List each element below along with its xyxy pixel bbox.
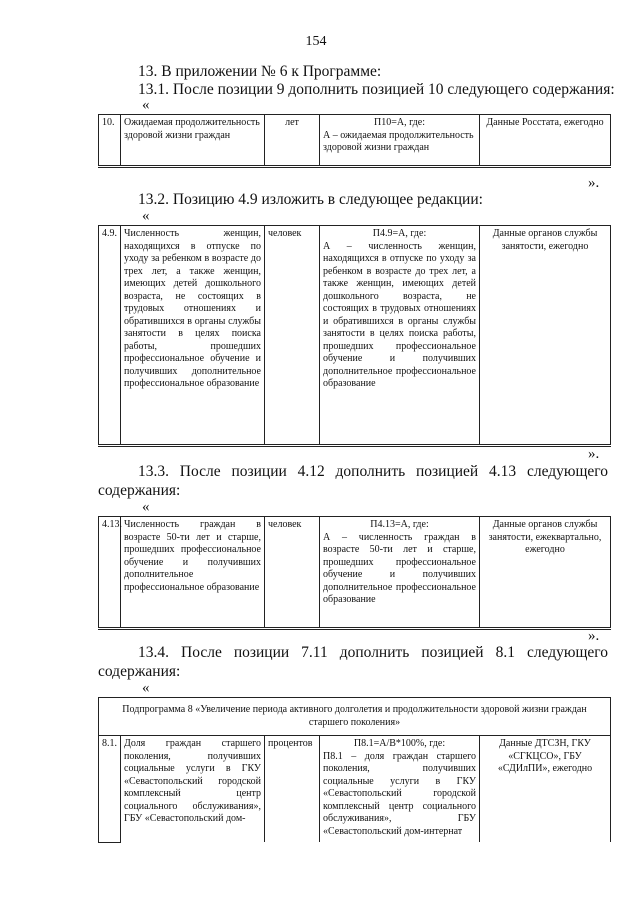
indicator-formula: П10=А, где: — [374, 117, 425, 128]
indicator-unit: процентов — [265, 736, 320, 843]
subprogram-title: Подпрограмма 8 «Увеличение периода активного долголетия и продолжительности здоровой жизни граждан старшего поколения» — [99, 698, 611, 736]
close-quote: ». — [588, 628, 600, 644]
table-row-4-9 — [98, 225, 611, 447]
row-number: 4.13. — [99, 517, 121, 629]
indicator-unit: лет — [265, 115, 320, 167]
formula-description: А – численность женщин, находящихся в отпуске по уходу за ребенком в возрасте до трех лет, а также женщин, имеющих детей дошкольного возраста, не состоящих в трудовых отношениях и обратившихся в органы службы занятости в целях поиска работы, прошедших профессиональное обучение и получивших дополнительное профессиональное образование — [323, 240, 476, 389]
indicator-formula-cell — [320, 736, 480, 843]
indicator-formula-cell — [320, 115, 480, 167]
section-13-2-heading: 13.2. Позицию 4.9 изложить в следующее редакции: — [138, 191, 483, 208]
indicator-name: Ожидаемая продолжительность здоровой жизни граждан — [121, 115, 265, 167]
row-number: 8.1. — [99, 736, 121, 843]
indicator-name: Доля граждан старшего поколения, получивших социальные услуги в ГКУ «Севастопольский городской комплексный центр социального обслуживания», ГБУ «Севастопольский дом- — [121, 736, 265, 843]
close-quote: ». — [588, 175, 600, 191]
table-subprogram-8 — [98, 697, 611, 843]
section-13-4-heading-line2: содержания: — [98, 663, 181, 680]
open-quote: « — [142, 97, 150, 113]
formula-description: А – ожидаемая продолжительность здоровой жизни граждан — [323, 129, 474, 153]
section-13-4-heading-line1: 13.4. После позиции 7.11 дополнить позицией 8.1 следующего — [138, 644, 608, 661]
section-13-heading: 13. В приложении № 6 к Программе: — [138, 63, 382, 80]
table-row — [99, 226, 611, 446]
section-13-3-heading-line2: содержания: — [98, 482, 181, 499]
page-number: 154 — [305, 34, 327, 49]
indicator-name: Численность граждан в возрасте 50-ти лет и старше, прошедших профессиональное обучение и получивших дополнительное профессиональное образование — [121, 517, 265, 629]
section-13-1-heading: 13.1. После позиции 9 дополнить позицией 10 следующего содержания: — [138, 81, 615, 98]
section-13-3-heading-line1: 13.3. После позиции 4.12 дополнить позицией 4.13 следующего — [138, 463, 608, 480]
table-row-10 — [98, 114, 611, 168]
table-row — [99, 736, 611, 843]
indicator-formula-cell — [320, 517, 480, 629]
indicator-source: Данные органов службы занятости, ежегодно — [480, 226, 611, 446]
indicator-source: Данные ДТСЗН, ГКУ «СГКЦСО», ГБУ «СДИлПИ», ежегодно — [480, 736, 611, 843]
indicator-formula-cell — [320, 226, 480, 446]
indicator-formula: П4.9=А, где: — [372, 228, 427, 239]
open-quote: « — [142, 499, 150, 515]
indicator-source: Данные Росстата, ежегодно — [480, 115, 611, 167]
row-number: 10. — [99, 115, 121, 167]
indicator-name: Численность женщин, находящихся в отпуске по уходу за ребенком в возрасте до трех лет, а также женщин, имеющих детей дошкольного возраста, не состоящих в трудовых отношениях и обратившихся в органы службы занятости в целях поиска работы, прошедших профессиональное обучение и получивших дополнительное профессиональное образование — [121, 226, 265, 446]
table-row — [99, 517, 611, 629]
indicator-source: Данные органов службы занятости, ежеквартально, ежегодно — [480, 517, 611, 629]
open-quote: « — [142, 680, 150, 696]
indicator-unit: человек — [265, 226, 320, 446]
indicator-formula: П8.1=А/В*100%, где: — [353, 738, 446, 749]
close-quote: ». — [588, 446, 600, 462]
formula-description: П8.1 – доля граждан старшего поколения, получивших социальные услуги в ГКУ «Севастопольский городской комплексный центр социального обслуживания», ГБУ «Севастопольский дом-интернат — [323, 750, 476, 837]
indicator-unit: человек — [265, 517, 320, 629]
table-row-4-13 — [98, 516, 611, 630]
table-row — [99, 698, 611, 736]
row-number: 4.9. — [99, 226, 121, 446]
indicator-formula: П4.13=А, где: — [370, 519, 429, 530]
open-quote: « — [142, 208, 150, 224]
formula-description: А – численность граждан в возрасте 50-ти лет и старше, прошедших профессиональное обучение и получивших дополнительное профессиональное образование — [323, 531, 476, 605]
table-row — [99, 115, 611, 167]
